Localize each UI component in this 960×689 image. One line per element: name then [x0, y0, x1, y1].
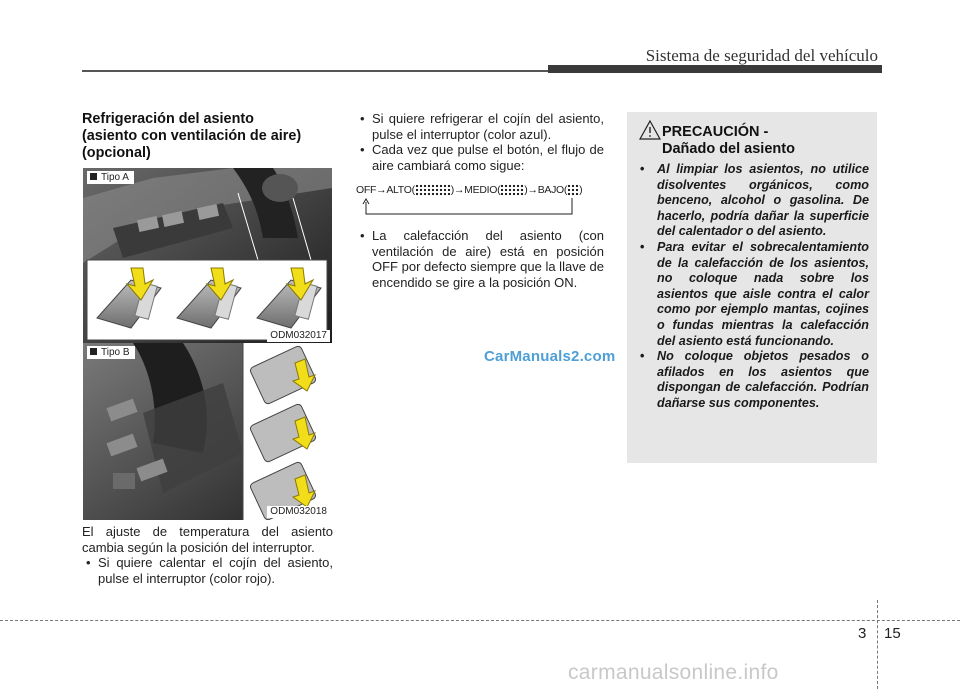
footer-rule — [0, 620, 960, 621]
seq-arrow-1: → — [376, 184, 387, 196]
caution-title — [662, 124, 795, 158]
chapter-number: 3 — [858, 625, 867, 642]
header-rule — [82, 70, 552, 72]
console-photo-b — [83, 343, 332, 520]
figure-type-b — [83, 343, 332, 520]
caution-item: • No coloque objetos pesados o afilados en los asientos que dispongan de calefacción. Podrían dañarse sus componentes. — [637, 349, 869, 411]
footer-watermark: carmanualsonline.info — [568, 661, 779, 684]
heading — [82, 111, 334, 162]
heading-line-1: Refrigeración del asiento — [82, 111, 254, 127]
caution-title-line-2: Dañado del asiento — [662, 141, 795, 157]
airflow-dots-icon — [439, 184, 451, 196]
airflow-dots-icon — [500, 184, 512, 196]
airflow-bullet: • Cada vez que pulse el botón, el flujo de aire cambiará como sigue: — [356, 142, 604, 173]
seq-arrow-2: → — [453, 184, 465, 196]
cool-bullet: • Si quiere refrigerar el cojín del asiento, pulse el interruptor (color azul). — [356, 111, 604, 142]
temperature-paragraph: El ajuste de temperatura del asiento cambia según la posición del interruptor. — [82, 524, 333, 555]
airflow-dots-icon — [415, 184, 427, 196]
page-number: 15 — [884, 625, 901, 642]
airflow-dots-icon — [427, 184, 439, 196]
caution-box — [627, 112, 877, 463]
seq-arrow-3: → — [527, 184, 538, 196]
figure-type-a — [83, 168, 332, 344]
airflow-dots-icon — [567, 184, 579, 196]
heading-line-2: (asiento con ventilación de aire) — [82, 128, 302, 144]
figure-caption-b: ODM032018 — [267, 506, 330, 518]
mid-text-block-2 — [356, 228, 604, 290]
section-title: Sistema de seguridad del vehículo — [645, 46, 878, 65]
seq-close-1: ) — [450, 184, 454, 196]
left-text-block — [82, 524, 333, 586]
sequence-line — [356, 184, 582, 196]
figure-caption-a: ODM032017 — [267, 330, 330, 342]
console-photo-a — [83, 168, 332, 344]
header-bar — [548, 65, 882, 73]
warning-triangle-icon — [639, 120, 661, 140]
caution-item: • Al limpiar los asientos, no utilice disolventes orgánicos, como benceno, alcohol o gasolina. De hacerlo, podría dañar la superficie del calentador o del asiento. — [637, 162, 869, 240]
seq-bajo: BAJO( — [537, 184, 568, 196]
default-off-bullet: • La calefacción del asiento (con ventilación de aire) está en posición OFF por defecto siempre que la llave de encendido se gire a la posición ON. — [356, 228, 604, 290]
mid-text-block — [356, 111, 604, 173]
seq-off: OFF — [356, 184, 377, 196]
figure-tag-a: Tipo A — [87, 171, 134, 184]
caution-item: • Para evitar el sobrecalentamiento de la calefacción de los asientos, no coloque nada sobre los asientos que aisle contra el calor como por ejemplo mantas, cojines o fundas mientras la calefacción del asiento está funcionando. — [637, 240, 869, 349]
caution-list — [637, 162, 869, 412]
seq-medio: MEDIO( — [464, 184, 501, 196]
heat-bullet: • Si quiere calentar el cojín del asiento, pulse el interruptor (color rojo). — [82, 555, 333, 586]
airflow-dots-icon — [512, 184, 524, 196]
seq-close-2: ) — [524, 184, 528, 196]
loop-back-arrow-icon — [362, 198, 582, 220]
seq-alto: ALTO( — [386, 184, 415, 196]
caution-title-line-1: PRECAUCIÓN - — [662, 124, 769, 140]
site-watermark: CarManuals2.com — [484, 348, 616, 365]
heading-line-3: (opcional) — [82, 145, 151, 161]
figure-tag-b: Tipo B — [87, 346, 135, 359]
seq-close-3: ) — [579, 184, 583, 196]
page-divider — [877, 600, 878, 689]
airflow-sequence — [356, 184, 606, 224]
